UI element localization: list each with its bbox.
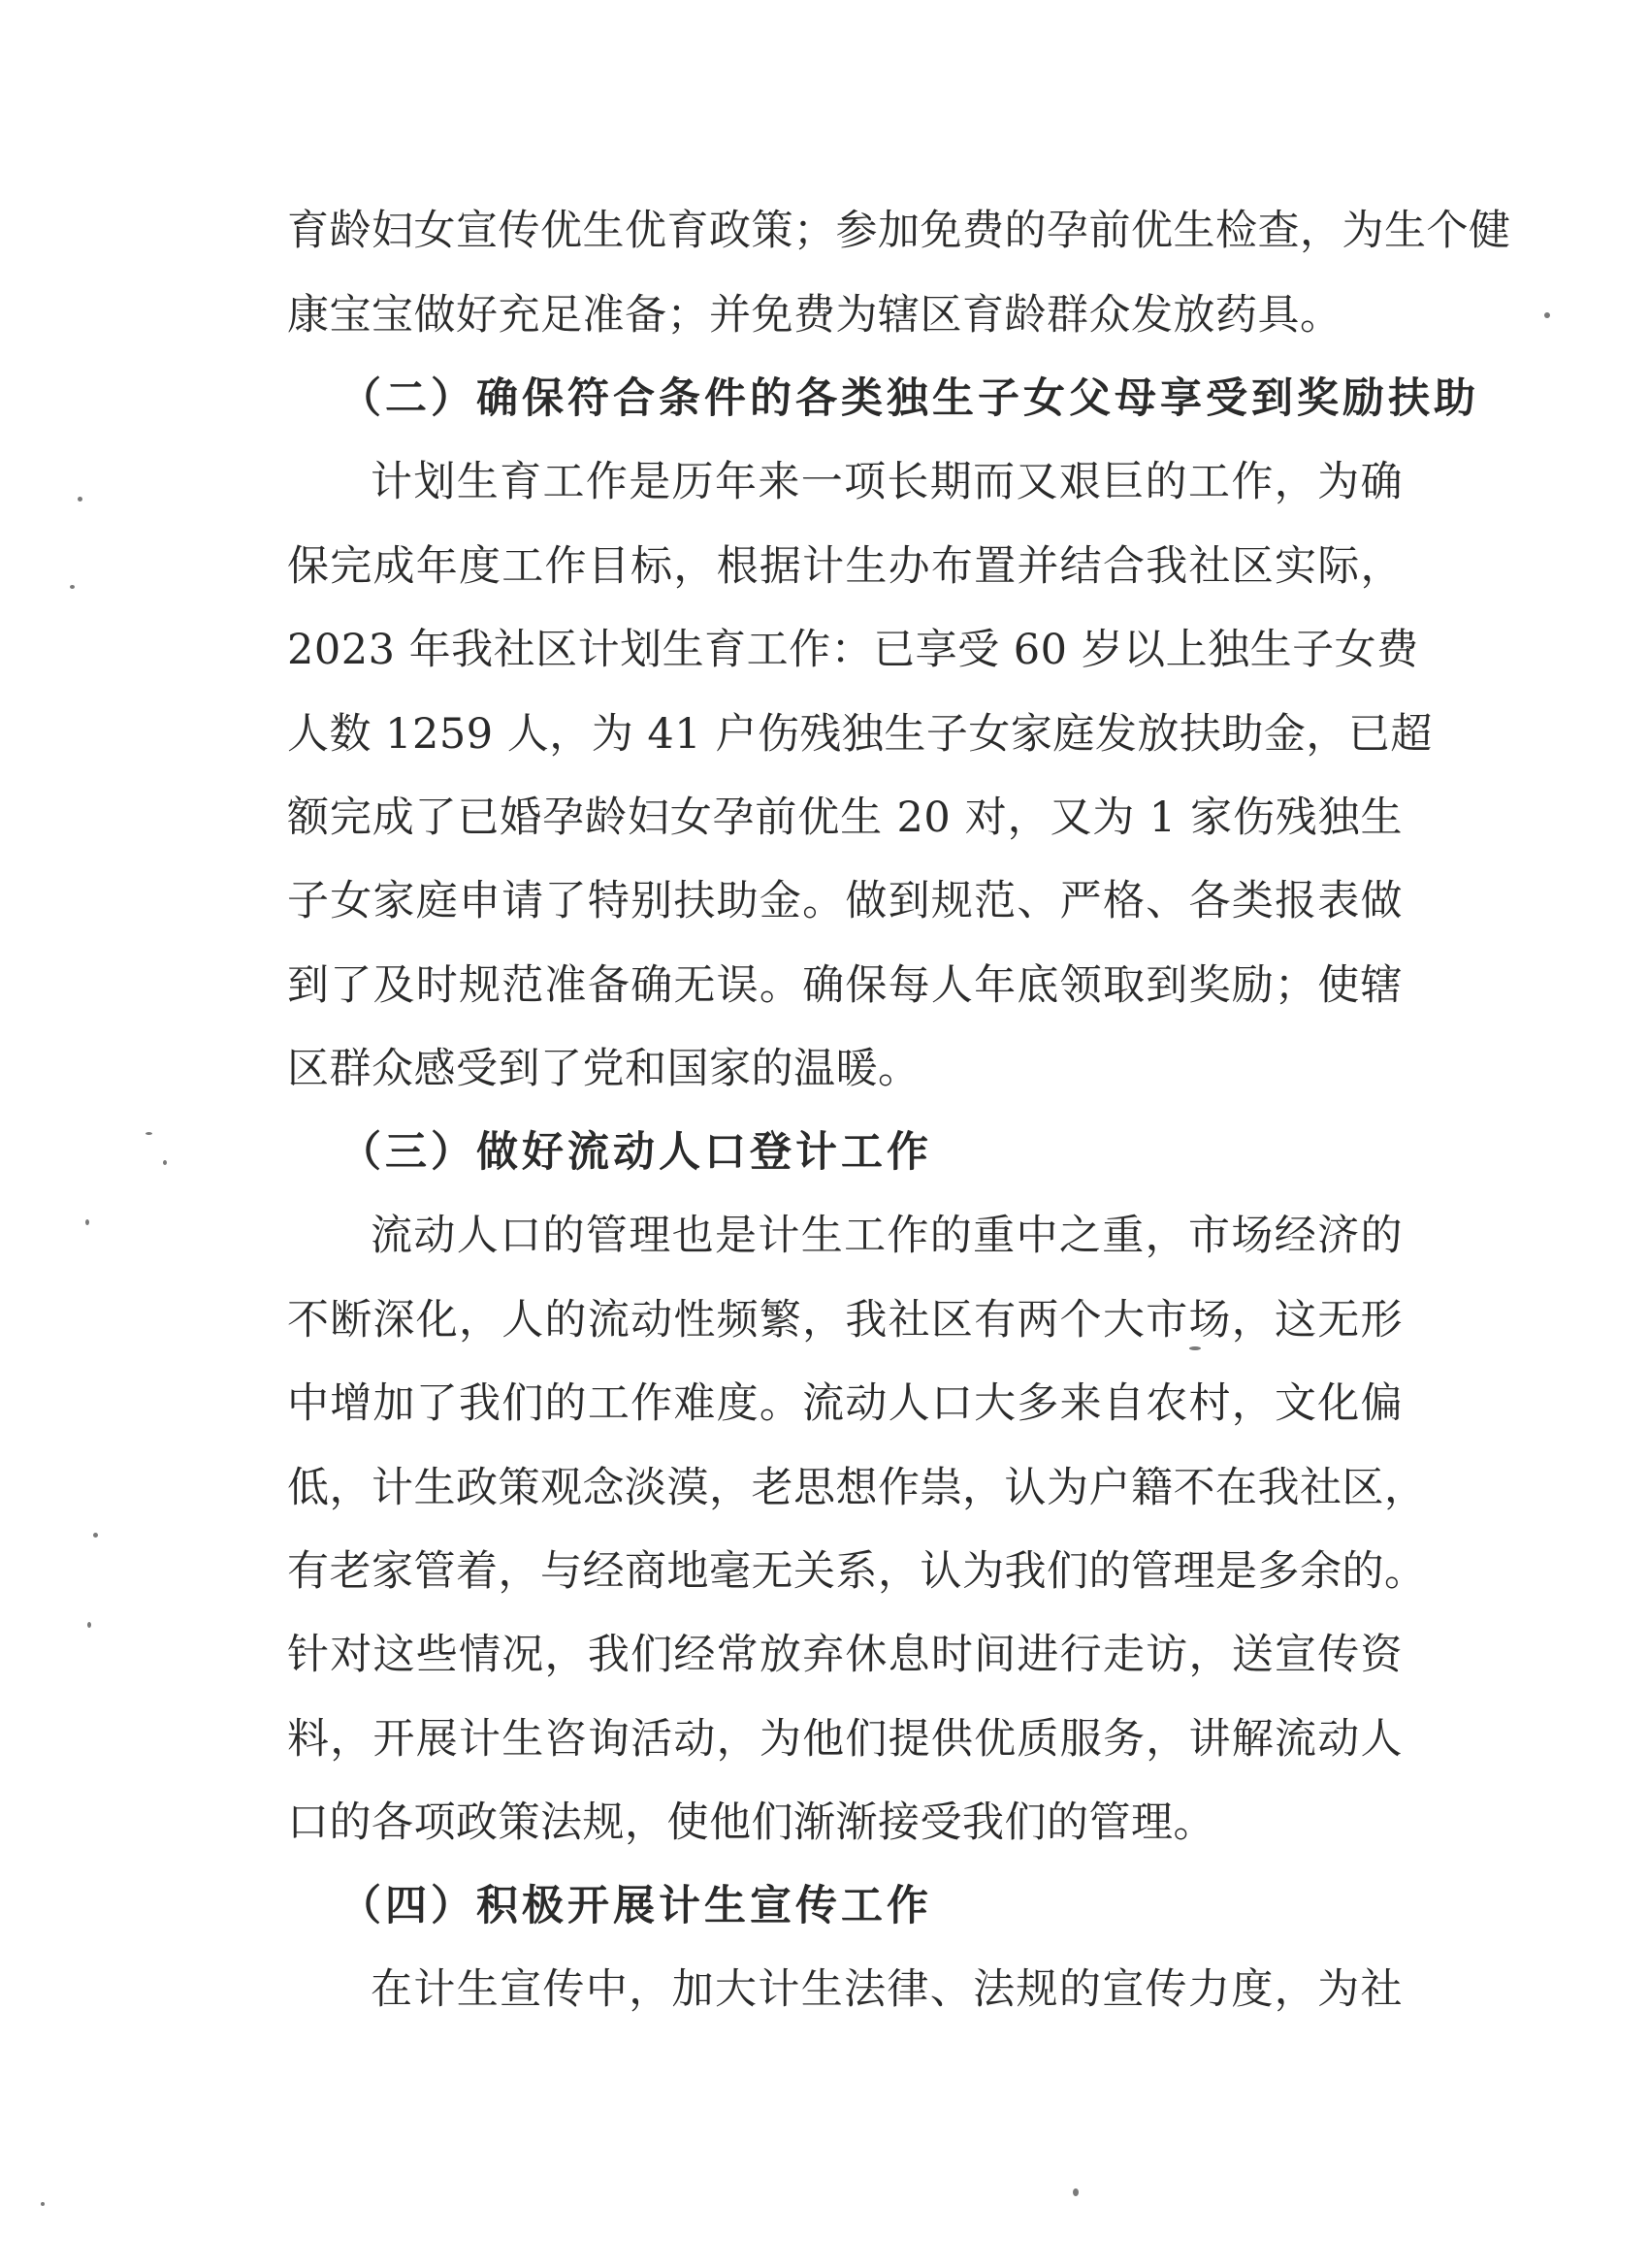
- text-line: 2023 年我社区计划生育工作：已享受 60 岁以上独生子女费: [287, 626, 1419, 674]
- scan-speck: [1544, 312, 1550, 318]
- scan-speck: [93, 1533, 98, 1538]
- text-line: 康宝宝做好充足准备；并免费为辖区育龄群众发放药具。: [287, 291, 1342, 340]
- section-heading-2: （二）确保符合条件的各类独生子女父母享受到奖励扶助: [340, 374, 1479, 423]
- text-line: 料，开展计生咨询活动，为他们提供优质服务，讲解流动人: [287, 1715, 1403, 1764]
- section-heading-3: （三）做好流动人口登计工作: [340, 1128, 932, 1177]
- scan-speck: [1073, 2188, 1079, 2196]
- text-line: 流动人口的管理也是计生工作的重中之重，市场经济的: [371, 1212, 1403, 1260]
- text-line: 人数 1259 人，为 41 户伤残独生子女家庭发放扶助金，已超: [287, 710, 1433, 759]
- scan-speck: [146, 1132, 152, 1135]
- scan-speck: [70, 585, 75, 589]
- text-line: 计划生育工作是历年来一项长期而又艰巨的工作，为确: [371, 458, 1403, 506]
- text-line: 区群众感受到了党和国家的温暖。: [287, 1045, 921, 1093]
- scan-speck: [85, 1219, 89, 1225]
- scan-speck: [163, 1160, 167, 1165]
- text-line: 额完成了已婚孕龄妇女孕前优生 20 对，又为 1 家伤残独生: [287, 794, 1403, 842]
- scan-speck: [87, 1622, 91, 1628]
- text-line: 低，计生政策观念淡漠，老思想作祟，认为户籍不在我社区，: [287, 1464, 1427, 1512]
- text-line: 在计生宣传中，加大计生法律、法规的宣传力度，为社: [371, 1965, 1403, 2014]
- text-line: 育龄妇女宣传优生优育政策；参加免费的孕前优生检查，为生个健: [287, 207, 1511, 255]
- scan-speck: [41, 2202, 45, 2206]
- text-line: 中增加了我们的工作难度。流动人口大多来自农村，文化偏: [287, 1379, 1403, 1428]
- text-line: 子女家庭申请了特别扶助金。做到规范、严格、各类报表做: [287, 877, 1403, 925]
- text-line: 有老家管着，与经商地毫无关系，认为我们的管理是多余的。: [287, 1547, 1427, 1596]
- text-line: 保完成年度工作目标，根据计生办布置并结合我社区实际，: [287, 542, 1403, 591]
- text-line: 口的各项政策法规，使他们渐渐接受我们的管理。: [287, 1798, 1215, 1847]
- text-line: 到了及时规范准备确无误。确保每人年底领取到奖励；使辖: [287, 961, 1403, 1010]
- scan-speck: [1189, 1346, 1201, 1350]
- section-heading-4: （四）积极开展计生宣传工作: [340, 1882, 932, 1930]
- text-line: 不断深化，人的流动性频繁，我社区有两个大市场，这无形: [287, 1296, 1403, 1345]
- text-line: 针对这些情况，我们经常放弃休息时间进行走访，送宣传资: [287, 1631, 1403, 1679]
- scan-speck: [78, 497, 82, 502]
